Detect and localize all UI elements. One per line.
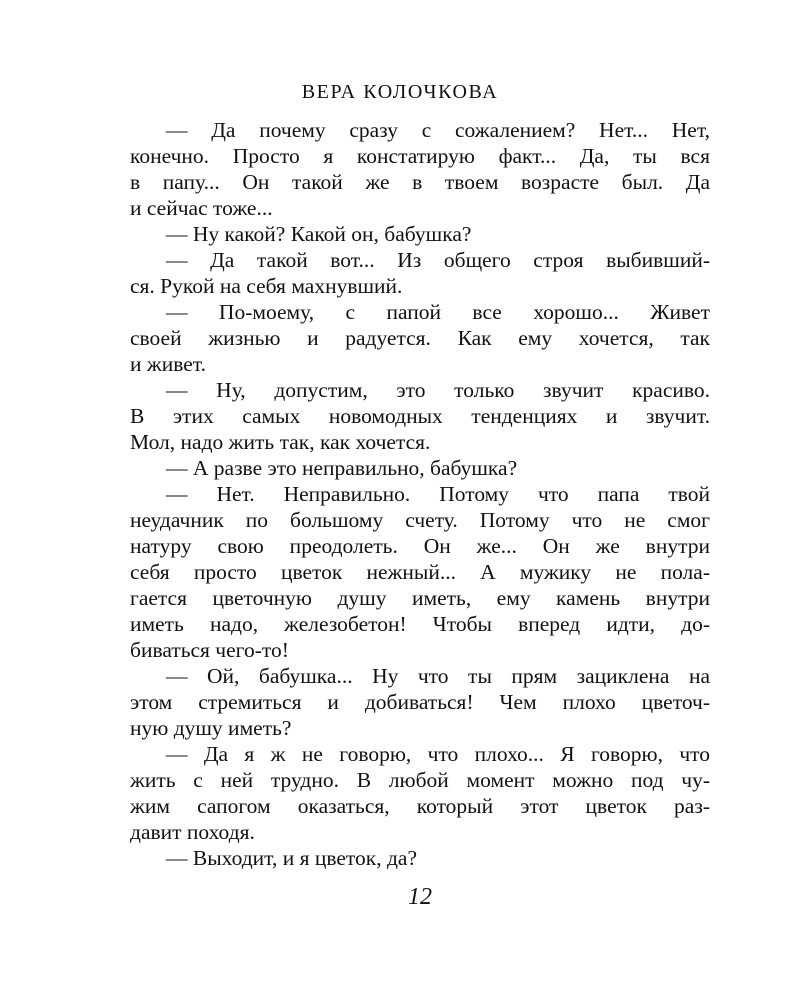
text-line: конечно. Просто я констатирую факт... Да, ты вся [130,144,710,168]
text-line: — Да такой вот... Из общего строя выбивший- [166,248,710,272]
text-line: — А разве это неправильно, бабушка? [166,456,518,480]
text-line: натуру свою преодолеть. Он же... Он же внутри [130,534,710,558]
text-line: — Ну, допустим, это только звучит красиво. [166,378,710,402]
page-number: 12 [408,884,432,910]
text-line: жим сапогом оказаться, который этот цветок раз- [130,794,710,818]
text-line: биваться чего-то! [130,638,289,662]
text-line: ся. Рукой на себя махнувший. [130,274,403,298]
text-line: неудачник по большому счету. Потому что не смог [130,508,710,532]
text-line: ную душу иметь? [130,716,292,740]
running-header: ВЕРА КОЛОЧКОВА [301,81,499,103]
text-line: — Да почему сразу с сожалением? Нет... Нет, [166,118,710,142]
text-line: — Да я ж не говорю, что плохо... Я говорю, что [166,742,710,766]
body-text [130,117,710,871]
text-line: иметь надо, железобетон! Чтобы вперед идти, до- [130,612,710,636]
text-line: и живет. [130,352,206,376]
text-line: — Ну какой? Какой он, бабушка? [166,222,472,246]
text-line: гается цветочную душу иметь, ему камень внутри [130,586,710,610]
text-line: В этих самых новомодных тенденциях и звучит. [130,404,710,428]
text-line: этом стремиться и добиваться! Чем плохо цветоч- [130,690,710,714]
text-line: своей жизнью и радуется. Как ему хочется, так [130,326,710,350]
text-line: — Выходит, и я цветок, да? [166,846,417,870]
text-line: жить с ней трудно. В любой момент можно под чу- [130,768,710,792]
text-line: Мол, надо жить так, как хочется. [130,430,431,454]
text-line: и сейчас тоже... [130,196,273,220]
text-line: в папу... Он такой же в твоем возрасте был. Да [130,170,710,194]
text-line: — Ой, бабушка... Ну что ты прям зациклена на [166,664,710,688]
text-line: себя просто цветок нежный... А мужику не пола- [130,560,710,584]
text-line: — По-моему, с папой все хорошо... Живет [166,300,710,324]
text-line: — Нет. Неправильно. Потому что папа твой [166,482,710,506]
text-line: давит походя. [130,820,255,844]
